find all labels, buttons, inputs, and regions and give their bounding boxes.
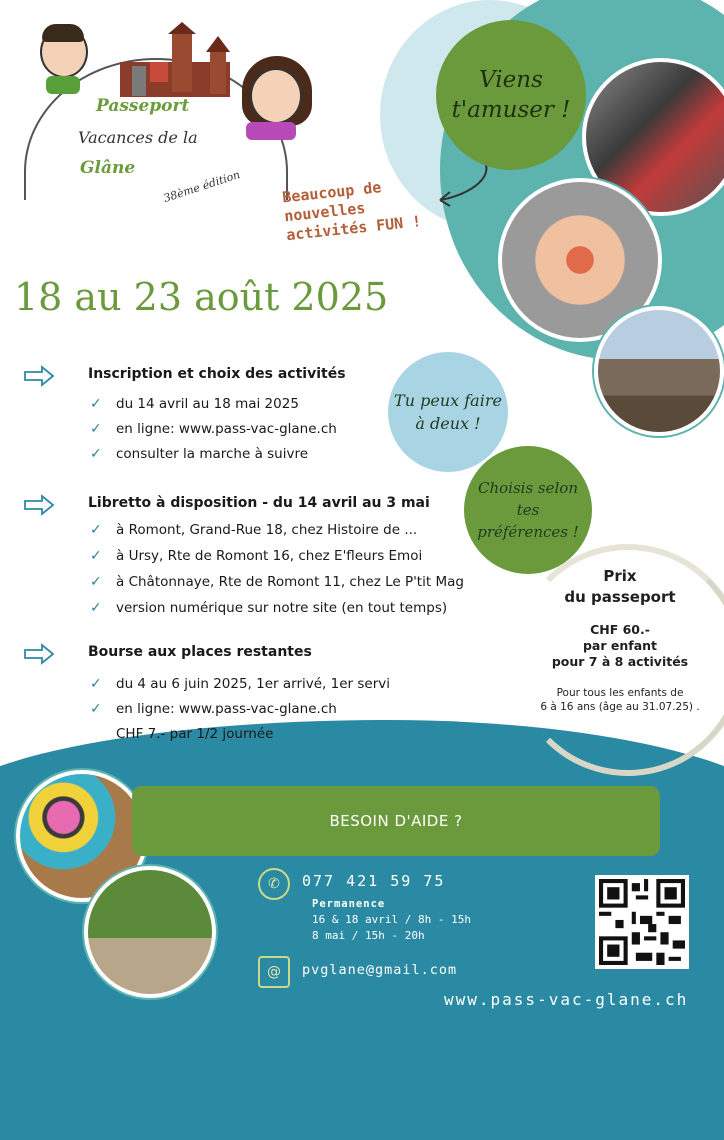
tagline: Beaucoup de nouvelles activités FUN !: [281, 178, 423, 245]
section-title: Bourse aux places restantes: [88, 644, 312, 660]
dates-title: 18 au 23 août 2025: [14, 275, 389, 319]
logo-edition: 38ème édition: [161, 168, 242, 205]
price-activities: pour 7 à 8 activités: [551, 654, 689, 669]
help-banner[interactable]: BESOIN D'AIDE ?: [132, 786, 660, 856]
price-amount: CHF 60.-: [590, 622, 650, 637]
list-item: ✓ en ligne: www.pass-vac-glane.ch: [90, 421, 337, 437]
check-icon: ✓: [90, 548, 102, 564]
boy-shirt: [46, 76, 80, 94]
permanence-label: Permanence: [312, 898, 386, 910]
price-box: [520, 566, 720, 714]
castle-icon: [110, 22, 240, 102]
website-link[interactable]: www.pass-vac-glane.ch: [444, 990, 689, 1009]
girl-shirt: [246, 122, 296, 140]
check-icon: ✓: [90, 522, 102, 538]
logo: [20, 10, 300, 210]
list-item: ✓ du 4 au 6 juin 2025, 1er arrivé, 1er servi: [90, 676, 391, 692]
check-icon: ✓: [90, 600, 102, 616]
boy-hair: [42, 24, 84, 42]
horses-photo: [84, 866, 216, 998]
list-item: ✓ du 14 avril au 18 mai 2025: [90, 396, 299, 412]
section-title: Inscription et choix des activités: [88, 366, 346, 382]
list-item: ✓ en ligne: www.pass-vac-glane.ch: [90, 701, 337, 717]
bubble-deux: Tu peux faire à deux !: [388, 352, 508, 472]
check-icon: ✓: [90, 421, 102, 437]
price-note1: Pour tous les enfants de: [556, 687, 684, 699]
list-item: ✓ à Châtonnaye, Rte de Romont 11, chez Le P'tit Mag: [90, 574, 464, 590]
email-icon: @: [258, 956, 290, 988]
check-icon: ✓: [90, 574, 102, 590]
check-icon: ✓: [90, 701, 102, 717]
permanence-line2: 8 mai / 15h - 20h: [312, 929, 425, 942]
section-arrow-icon: [24, 494, 54, 516]
email-address[interactable]: pvglane@gmail.com: [302, 962, 458, 978]
logo-line3: Glâne: [80, 158, 136, 178]
logo-line2: Vacances de la: [78, 128, 198, 147]
price-note2: 6 à 16 ans (âge au 31.07.25) .: [540, 701, 700, 713]
permanence-line1: 16 & 18 avril / 8h - 15h: [312, 913, 471, 926]
list-item: ✓ à Romont, Grand-Rue 18, chez Histoire de ...: [90, 522, 418, 538]
section-title: Libretto à disposition - du 14 avril au 3 mai: [88, 495, 430, 511]
sawmill-photo: [594, 306, 724, 436]
logo-line1: Passeport: [96, 96, 190, 116]
list-item-extra: CHF 7.- par 1/2 journée: [116, 726, 274, 742]
price-per: par enfant: [582, 638, 658, 653]
list-item: ✓ version numérique sur notre site (en tout temps): [90, 600, 448, 616]
check-icon: ✓: [90, 396, 102, 412]
phone-icon: ✆: [258, 868, 290, 900]
bubble-choisis: Choisis selon tes préférences !: [464, 446, 592, 574]
girl-avatar: [250, 68, 302, 124]
check-icon: ✓: [90, 446, 102, 462]
price-title1: Prix: [603, 567, 637, 585]
check-icon: ✓: [90, 676, 102, 692]
list-item: ✓ à Ursy, Rte de Romont 16, chez E'fleurs Emoi: [90, 548, 423, 564]
list-item: ✓ consulter la marche à suivre: [90, 446, 309, 462]
section-arrow-icon: [24, 365, 54, 387]
bubble-viens: Viens t'amuser !: [436, 20, 586, 170]
price-title2: du passeport: [564, 588, 676, 606]
section-arrow-icon: [24, 643, 54, 665]
phone-number[interactable]: 077 421 59 75: [302, 872, 446, 890]
qr-code-icon[interactable]: [595, 875, 689, 969]
